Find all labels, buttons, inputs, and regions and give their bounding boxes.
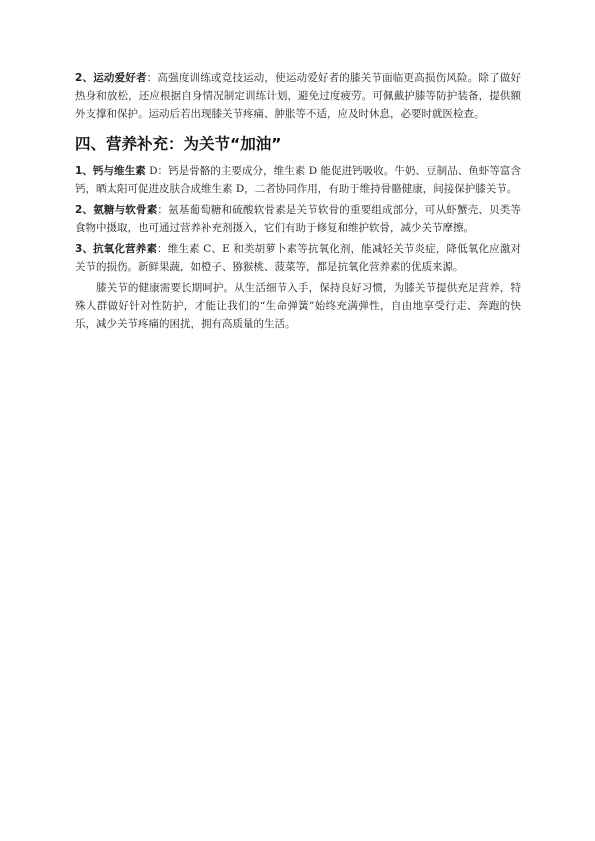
paragraph-antioxidants	[75, 240, 521, 276]
paragraph-text: ：高强度训练或竞技运动，使运动爱好者的膝关节面临更高损伤风险。除了做好热身和放松，还应根据自身情况制定训练计划，避免过度疲劳。可佩戴护膝等防护装备，提供额外支撑和保护。运动后若出现膝关节疼痛、肿胀等不适，应及时休息，必要时就医检查。	[75, 72, 522, 120]
paragraph-sports-enthusiasts	[75, 69, 521, 123]
paragraph-lead: 2、氨糖与软骨素	[75, 204, 158, 216]
paragraph-lead: 2、运动爱好者	[75, 72, 147, 84]
paragraph-text: D：钙是骨骼的主要成分，维生素 D 能促进钙吸收。牛奶、豆制品、鱼虾等富含钙，晒太阳可促进皮肤合成维生素 D，二者协同作用，有助于维持骨骼健康，间接保护膝关节。	[75, 165, 521, 195]
paragraph-text: ：氨基葡萄糖和硫酸软骨素是关节软骨的重要组成部分，可从虾蟹壳、贝类等食物中摄取，也可通过营养补充剂摄入，它们有助于修复和维护软骨，减少关节摩擦。	[75, 204, 521, 234]
paragraph-text: ：维生素 C、E 和类胡萝卜素等抗氧化剂，能减轻关节炎症，降低氧化应激对关节的损伤。新鲜果蔬，如橙子、猕猴桃、菠菜等，都是抗氧化营养素的优质来源。	[75, 243, 521, 273]
document-page	[75, 69, 521, 333]
section-heading: 四、营养补充：为关节“加油”	[75, 135, 282, 153]
paragraph-calcium-vitamin-d	[75, 162, 521, 198]
paragraph-lead: 1、钙与维生素	[75, 165, 146, 177]
paragraph-glucosamine-chondroitin	[75, 201, 521, 237]
paragraph-lead: 3、抗氧化营养素	[75, 243, 158, 255]
paragraph-conclusion: 膝关节的健康需要长期呵护。从生活细节入手，保持良好习惯，为膝关节提供充足营养，特殊人群做好针对性防护，才能让我们的“生命弹簧”始终充满弹性，自由地享受行走、奔跑的快乐，减少关节疼痛的困扰，拥有高质量的生活。	[75, 282, 521, 330]
